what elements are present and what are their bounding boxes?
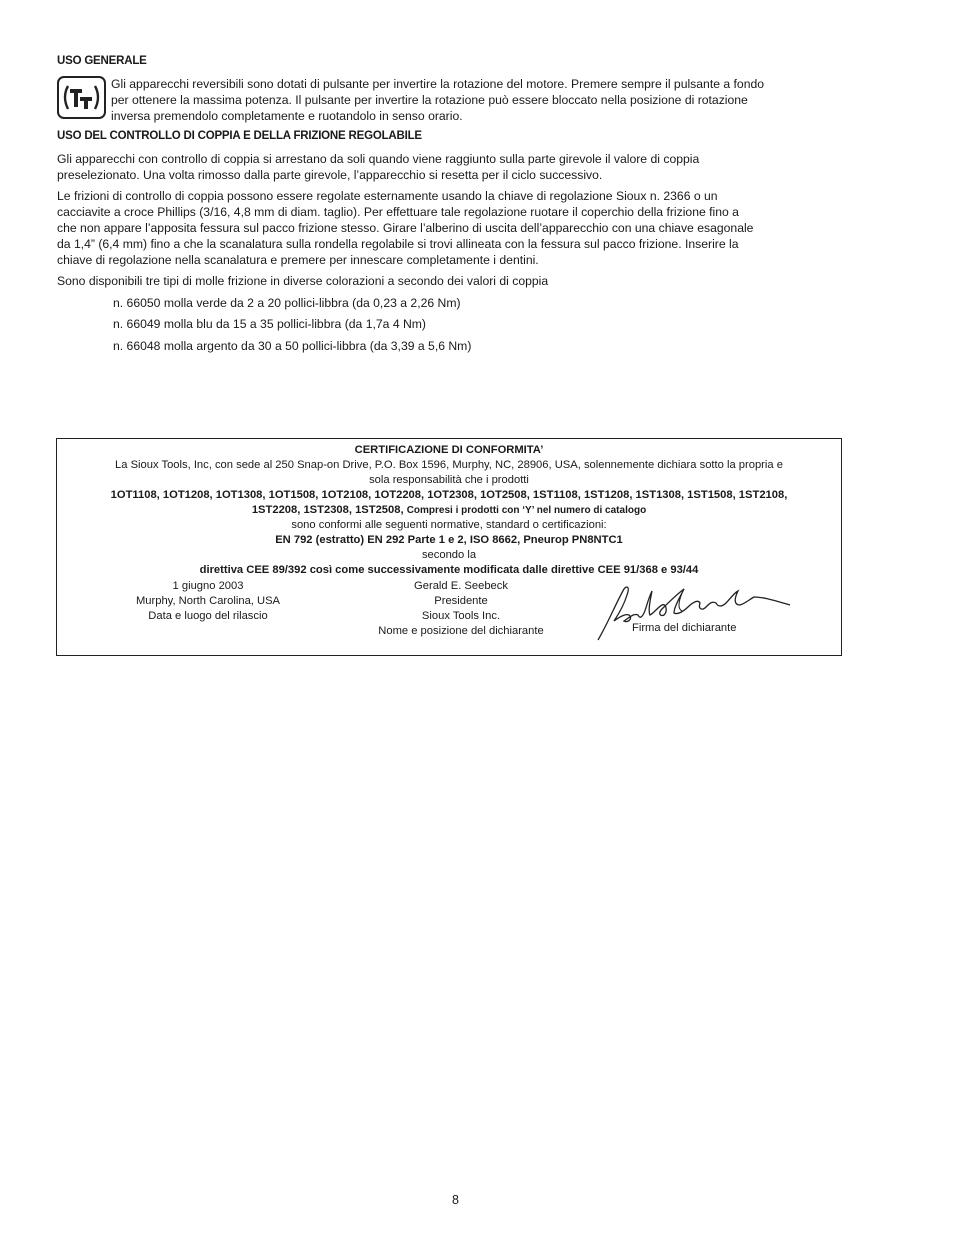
cert-models-line2	[56, 503, 842, 518]
cert-role: Presidente	[434, 595, 488, 607]
spring-item: n. 66050 molla verde da 2 a 20 pollici-libbra (da 0,23 a 2,26 Nm)	[113, 296, 461, 310]
cert-place: Murphy, North Carolina, USA	[135, 595, 281, 607]
cert-models: 1ST2208, 1ST2308, 1ST2508,	[251, 504, 404, 516]
cert-directive: direttiva CEE 89/392 così come successivamente modificata dalle direttive CEE 91/368 e 93/44	[199, 564, 699, 576]
cert-conform: sono conformi alle seguenti normative, standard o certificazioni:	[291, 519, 607, 531]
heading-torque-control: USO DEL CONTROLLO DI COPPIA E DELLA FRIZIONE REGOLABILE	[57, 130, 422, 142]
cert-company: Sioux Tools Inc.	[421, 610, 501, 622]
text-line: inversa premendolo completamente e ruotandolo in senso orario.	[111, 109, 463, 123]
cert-intro: La Sioux Tools, Inc, con sede al 250 Snap-on Drive, P.O. Box 1596, Murphy, NC, 28906, USA, solennemente dichiara sotto la propria e	[115, 459, 783, 471]
text-line: preselezionato. Una volta rimosso dalla parte girevole, l’apparecchio si resetta per il ciclo successivo.	[57, 168, 603, 182]
text-line: Gli apparecchi reversibili sono dotati di pulsante per invertire la rotazione del motore. Premere sempre il pulsante a fondo	[111, 77, 765, 91]
cert-name-column	[356, 579, 566, 639]
section2-para2	[57, 188, 753, 268]
text-line: che non appare l’apposita fessura sul pacco frizione stesso. Girare l’alberino di uscita dell’apparecchio con una chiave esagonale	[57, 221, 754, 235]
cert-models: 1OT1108, 1OT1208, 1OT1308, 1OT1508, 1OT2108, 1OT2208, 1OT2308, 1OT2508, 1ST1108, 1ST1208, 1ST1308, 1ST1508, 1ST2108,	[110, 489, 788, 501]
text-line: cacciavite a croce Phillips (3/16, 4,8 mm di diam. taglio). Per effettuare tale regolazione ruotare il coperchio della frizione fino a	[57, 205, 739, 219]
spring-item: n. 66049 molla blu da 15 a 35 pollici-libbra (da 1,7a 4 Nm)	[113, 317, 426, 331]
text-line: chiave di regolazione nella scanalatura e premere per innescare completamente i dentini.	[57, 253, 539, 267]
cert-signature-label: Firma del dichiarante	[632, 622, 737, 634]
section1-text	[111, 76, 764, 124]
cert-according: secondo la	[421, 549, 477, 561]
section2-para1	[57, 151, 699, 183]
cert-intro: sola responsabilità che i prodotti	[369, 474, 529, 486]
cert-date: 1 giugno 2003	[172, 580, 244, 592]
cert-date-label: Data e luogo del rilascio	[148, 610, 268, 622]
spring-item: n. 66048 molla argento da 30 a 50 pollici-libbra (da 3,39 a 5,6 Nm)	[113, 339, 472, 353]
text-line: da 1,4” (6,4 mm) fino a che la scanalatura sulla rondella regolabile si trovi allineata con la fessura sul pacco frizione. Inserire la	[57, 237, 739, 251]
cert-title: CERTIFICAZIONE DI CONFORMITA’	[354, 444, 544, 456]
cert-models-note: Compresi i prodotti con ‘Y’ nel numero di catalogo	[406, 505, 647, 516]
cert-name: Gerald E. Seebeck	[414, 580, 508, 592]
section2-para3: Sono disponibili tre tipi di molle frizione in diverse colorazioni a secondo dei valori di coppia	[57, 274, 549, 288]
page-number: 8	[452, 1193, 459, 1207]
cert-name-label: Nome e posizione del dichiarante	[378, 625, 544, 637]
heading-uso-generale: USO GENERALE	[57, 55, 147, 67]
text-line: per ottenere la massima potenza. Il pulsante per invertire la rotazione può essere bloccato nella posizione di rotazione	[111, 93, 748, 107]
text-line: Le frizioni di controllo di coppia possono essere regolate esternamente usando la chiave di regolazione Sioux n. 2366 o un	[57, 189, 718, 203]
reverse-rotation-icon	[57, 76, 106, 119]
text-line: Gli apparecchi con controllo di coppia si arrestano da soli quando viene raggiunto sulla parte girevole il valore di coppia	[57, 152, 700, 166]
cert-date-column	[118, 579, 298, 624]
cert-standards: EN 792 (estratto) EN 292 Parte 1 e 2, ISO 8662, Pneurop PN8NTC1	[275, 534, 623, 546]
